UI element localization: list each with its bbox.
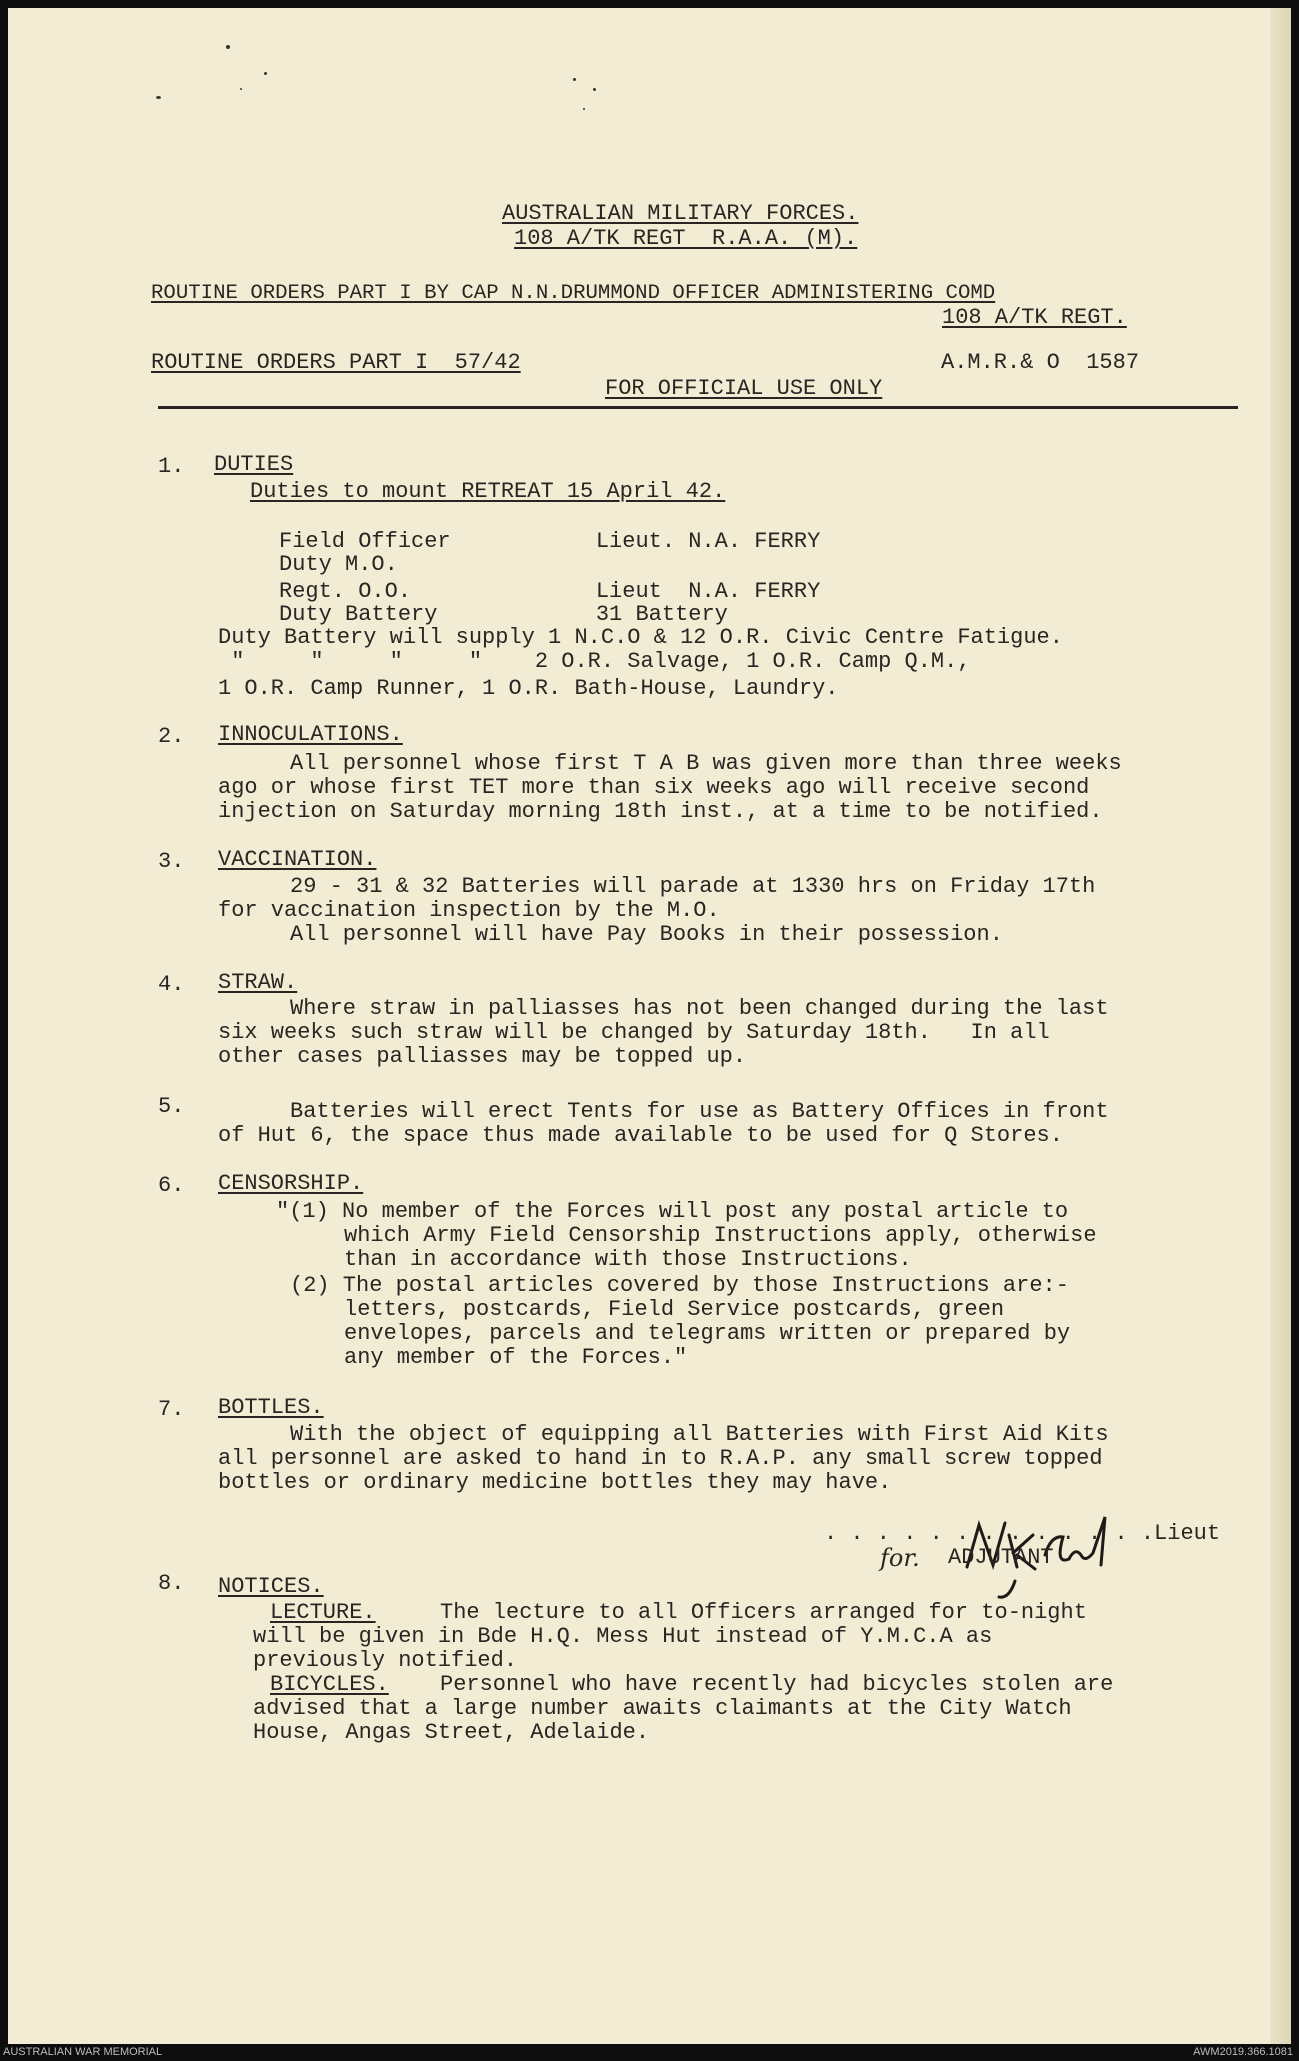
section-number: 5.: [158, 1094, 185, 1119]
orders-heading-line1: ROUTINE ORDERS PART I BY CAP N.N.DRUMMOND OFFICER ADMINISTERING COMD: [151, 282, 996, 305]
duty-row: Regt. O.O. Lieut N.A. FERRY: [279, 579, 821, 604]
duty-row: Duty Battery 31 Battery: [279, 602, 728, 627]
signature-title: ADJUTANT: [948, 1545, 1054, 1570]
body-line: Where straw in palliasses has not been changed during the last: [290, 996, 1109, 1021]
section-title: VACCINATION.: [218, 847, 377, 872]
body-line: than in accordance with those Instructions.: [344, 1247, 912, 1272]
section-title: INNOCULATIONS.: [218, 722, 403, 747]
body-line: 29 - 31 & 32 Batteries will parade at 1330 hrs on Friday 17th: [290, 874, 1096, 899]
body-line: for vaccination inspection by the M.O.: [218, 898, 720, 923]
section-title: BOTTLES.: [218, 1395, 324, 1420]
duty-row: Duty M.O.: [279, 552, 398, 577]
amr-reference: A.M.R.& O 1587: [941, 350, 1140, 375]
section-title: CENSORSHIP.: [218, 1171, 364, 1196]
section-title: DUTIES: [214, 452, 294, 477]
body-line: Batteries will erect Tents for use as Battery Offices in front: [290, 1099, 1109, 1124]
body-line: advised that a large number awaits claimants at the City Watch: [253, 1696, 1072, 1721]
body-line: injection on Saturday morning 18th inst., at a time to be notified.: [218, 799, 1103, 824]
body-line: Personnel who have recently had bicycles stolen are: [440, 1672, 1114, 1697]
header-line2: 108 A/TK REGT R.A.A. (M).: [514, 226, 858, 251]
paper-edge: [1270, 8, 1291, 2044]
section-number: 4.: [158, 972, 185, 997]
body-line: 1 O.R. Camp Runner, 1 O.R. Bath-House, Laundry.: [218, 676, 839, 701]
signature-for: for.: [880, 1544, 920, 1572]
body-line: (2) The postal articles covered by those Instructions are:-: [290, 1273, 1069, 1298]
section-number: 7.: [158, 1397, 185, 1422]
body-line: bottles or ordinary medicine bottles they may have.: [218, 1470, 892, 1495]
body-line: " " " " 2 O.R. Salvage, 1 O.R. Camp Q.M.,: [218, 649, 971, 674]
body-line: other cases palliasses may be topped up.: [218, 1044, 747, 1069]
orders-heading-line2: 108 A/TK REGT.: [942, 305, 1127, 330]
body-line: With the object of equipping all Batteries with First Aid Kits: [290, 1422, 1109, 1447]
body-line: House, Angas Street, Adelaide.: [253, 1720, 650, 1745]
section-number: 2.: [158, 724, 185, 749]
body-line: all personnel are asked to hand in to R.A.P. any small screw topped: [218, 1446, 1103, 1471]
body-line: The lecture to all Officers arranged for to-night: [440, 1600, 1087, 1625]
header-divider: [158, 406, 1238, 409]
header-line1: AUSTRALIAN MILITARY FORCES.: [502, 201, 859, 226]
body-line: any member of the Forces.": [344, 1345, 688, 1370]
section-number: 8.: [158, 1571, 185, 1596]
signature-line: . . . . . . . . . . . . .Lieut: [824, 1521, 1221, 1546]
lecture-title: LECTURE.: [270, 1600, 376, 1625]
body-line: which Army Field Censorship Instructions apply, otherwise: [344, 1223, 1097, 1248]
body-line: will be given in Bde H.Q. Mess Hut instead of Y.M.C.A as: [253, 1624, 993, 1649]
body-line: ago or whose first TET more than six weeks ago will receive second: [218, 775, 1090, 800]
body-line: letters, postcards, Field Service postcards, green: [344, 1297, 1005, 1322]
body-line: previously notified.: [253, 1648, 518, 1673]
section-title: NOTICES.: [218, 1574, 324, 1599]
section-number: 1.: [158, 454, 185, 479]
section-number: 3.: [158, 849, 185, 874]
body-line: envelopes, parcels and telegrams written or prepared by: [344, 1321, 1071, 1346]
orders-reference: ROUTINE ORDERS PART I 57/42: [151, 350, 521, 375]
body-line: All personnel whose first T A B was given more than three weeks: [290, 751, 1122, 776]
section-title: STRAW.: [218, 970, 298, 995]
body-line: "(1) No member of the Forces will post any postal article to: [276, 1199, 1069, 1224]
duty-row: Field Officer Lieut. N.A. FERRY: [279, 529, 821, 554]
body-line: six weeks such straw will be changed by Saturday 18th. In all: [218, 1020, 1050, 1045]
body-line: Duty Battery will supply 1 N.C.O & 12 O.R. Civic Centre Fatigue.: [218, 625, 1063, 650]
section-number: 6.: [158, 1173, 185, 1198]
archive-credit: AUSTRALIAN WAR MEMORIAL: [3, 2046, 163, 2058]
bicycles-title: BICYCLES.: [270, 1672, 389, 1697]
duties-subtitle: Duties to mount RETREAT 15 April 42.: [250, 479, 726, 504]
body-line: All personnel will have Pay Books in their possession.: [290, 922, 1003, 947]
archive-accession-number: AWM2019.366.1081: [1193, 2046, 1293, 2058]
document-paper: [8, 8, 1291, 2044]
body-line: of Hut 6, the space thus made available to be used for Q Stores.: [218, 1123, 1063, 1148]
official-use-label: FOR OFFICIAL USE ONLY: [605, 376, 883, 401]
